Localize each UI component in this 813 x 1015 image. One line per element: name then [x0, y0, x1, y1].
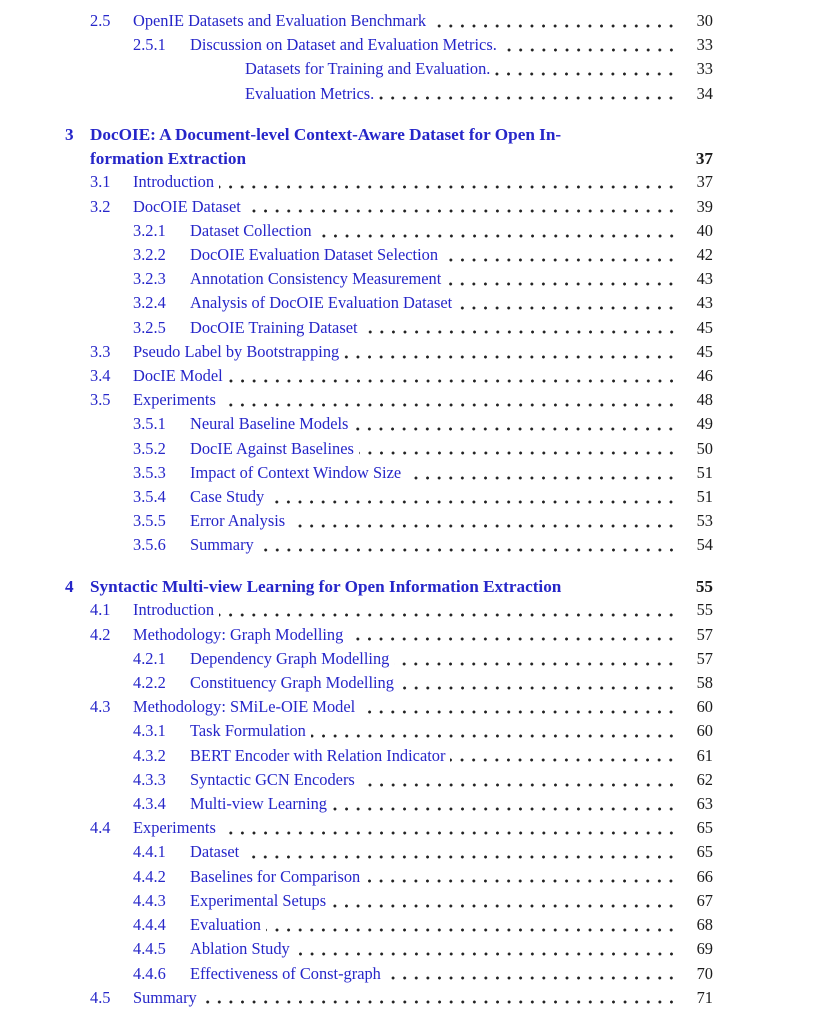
entry-page-number: 70: [696, 963, 713, 983]
entry-title: Analysis of DocOIE Evaluation Dataset: [190, 293, 453, 313]
entry-page-number: 46: [696, 366, 713, 386]
toc-entry-3.5.6[interactable]: [133, 533, 713, 557]
dot-leader: [365, 878, 677, 884]
entry-page-number: 69: [696, 939, 713, 959]
dot-leader: [219, 184, 677, 190]
toc-entry-4.4.2[interactable]: [133, 865, 713, 889]
entry-page-number: 58: [696, 673, 713, 693]
entry-number: 2.5.1: [133, 35, 166, 55]
entry-title: DocOIE Dataset: [133, 196, 241, 216]
toc-entry-4.4.6[interactable]: [133, 962, 713, 986]
entry-number: 4.4: [90, 818, 111, 838]
entry-title: Experimental Setups: [190, 890, 327, 910]
entry-number: 3.2.5: [133, 317, 166, 337]
toc-entry-4.5[interactable]: [90, 986, 713, 1010]
dot-leader: [386, 975, 677, 981]
toc-entry-2.5.1[interactable]: [133, 33, 713, 57]
entry-page-number: 60: [696, 697, 713, 717]
toc-entry-4.4[interactable]: [90, 816, 713, 840]
toc-entry-4.1[interactable]: [90, 598, 713, 622]
entry-number: 4.4.2: [133, 866, 166, 886]
entry-number: 4.4.5: [133, 939, 166, 959]
entry-page-number: 53: [696, 511, 713, 531]
dot-leader: [244, 854, 677, 860]
entry-title: Evaluation Metrics.: [245, 83, 375, 103]
entry-page-number: 50: [696, 438, 713, 458]
entry-title: Evaluation: [190, 915, 262, 935]
entry-page-number: 57: [696, 648, 713, 668]
entry-title: Discussion on Dataset and Evaluation Metrics.: [190, 35, 497, 55]
entry-number: 3.2: [90, 196, 111, 216]
entry-title: Experiments: [133, 818, 216, 838]
dot-leader: [446, 281, 677, 287]
toc-entry-4.4.4[interactable]: [133, 913, 713, 937]
entry-page-number: 40: [696, 220, 713, 240]
toc-entry-3.2.2[interactable]: [133, 243, 713, 267]
toc-entry-3[interactable]: [65, 123, 713, 171]
entry-page-number: 45: [696, 341, 713, 361]
entry-number: 4.3.3: [133, 769, 166, 789]
entry-page-number: 37: [696, 172, 713, 192]
toc-entry-3.2.1[interactable]: [133, 219, 713, 243]
entry-title: Constituency Graph Modelling: [190, 673, 394, 693]
dot-leader: [360, 782, 677, 788]
toc-entry-3.5.3[interactable]: [133, 461, 713, 485]
dot-leader: [359, 450, 677, 456]
toc-entry-3.3[interactable]: [90, 340, 713, 364]
entry-page-number: 61: [696, 745, 713, 765]
entry-page-number: 51: [696, 487, 713, 507]
entry-number: 4.2.2: [133, 673, 166, 693]
dot-leader: [344, 354, 677, 360]
entry-title: Dataset Collection: [190, 220, 312, 240]
entry-number: 4.4.4: [133, 915, 166, 935]
entry-number: 4.3.4: [133, 794, 166, 814]
toc-entry-3.2.5[interactable]: [133, 316, 713, 340]
toc-entry-4.3.4[interactable]: [133, 792, 713, 816]
entry-title: Introduction: [133, 600, 215, 620]
dot-leader: [219, 612, 677, 618]
entry-number: 3.2.3: [133, 269, 166, 289]
dot-leader: [295, 951, 677, 957]
entry-title: Datasets for Training and Evaluation.: [245, 59, 491, 79]
entry-page-number: 37: [695, 148, 713, 168]
entry-number: 4.4.3: [133, 890, 166, 910]
entry-number: 4: [65, 576, 74, 596]
entry-page-number: 68: [696, 915, 713, 935]
dot-leader: [394, 661, 677, 667]
toc-entry-3.2.3[interactable]: [133, 267, 713, 291]
toc-entry[interactable]: [245, 82, 713, 106]
entry-number: 3.5.3: [133, 462, 166, 482]
entry-number: 4.4.1: [133, 842, 166, 862]
entry-page-number: 51: [696, 462, 713, 482]
dot-leader: [457, 305, 677, 311]
entry-number: 4.1: [90, 600, 111, 620]
toc-entry-4.3.3[interactable]: [133, 768, 713, 792]
entry-number: 3.3: [90, 341, 111, 361]
entry-page-number: 49: [696, 414, 713, 434]
dot-leader: [363, 329, 677, 335]
dot-leader: [443, 257, 677, 263]
entry-page-number: 65: [696, 842, 713, 862]
entry-number: 4.2.1: [133, 648, 166, 668]
entry-page-number: 60: [696, 721, 713, 741]
entry-page-number: 30: [696, 11, 713, 30]
entry-page-number: 65: [696, 818, 713, 838]
entry-page-number: 55: [695, 576, 713, 596]
entry-number: 3.5.4: [133, 487, 166, 507]
entry-number: 3.5.1: [133, 414, 166, 434]
toc-entry-3.1[interactable]: [90, 170, 713, 194]
dot-leader: [399, 685, 677, 691]
entry-page-number: 63: [696, 794, 713, 814]
entry-title: Ablation Study: [190, 939, 290, 959]
entry-title: Introduction: [133, 172, 215, 192]
toc-entry-3.4[interactable]: [90, 364, 713, 388]
dot-leader: [290, 523, 677, 529]
entry-title: Dataset: [190, 842, 240, 862]
entry-number: 3.2.4: [133, 293, 166, 313]
toc-entry-2.5[interactable]: [90, 9, 713, 33]
entry-number: 3.4: [90, 366, 111, 386]
toc-entry-4[interactable]: [65, 575, 713, 599]
entry-title: DocOIE: A Document-level Context-Aware Dataset for Open In- formation Extraction: [90, 124, 562, 168]
dot-leader: [202, 999, 677, 1005]
dot-leader: [266, 927, 677, 933]
entry-title: Baselines for Comparison: [190, 866, 361, 886]
entry-title: Task Formulation: [190, 721, 306, 741]
entry-number: 3.1: [90, 172, 111, 192]
entry-number: 3: [65, 124, 74, 144]
entry-title: BERT Encoder with Relation Indicator: [190, 745, 446, 765]
entry-title: Experiments: [133, 390, 216, 410]
dot-leader: [221, 402, 677, 408]
entry-title: DocOIE Training Dataset: [190, 317, 358, 337]
entry-number: 2.5: [90, 11, 111, 30]
entry-page-number: 57: [696, 624, 713, 644]
entry-page-number: 67: [696, 890, 713, 910]
entry-title: DocOIE Evaluation Dataset Selection: [190, 245, 439, 265]
dot-leader: [317, 233, 677, 239]
entry-number: 3.2.1: [133, 220, 166, 240]
entry-title: Methodology: Graph Modelling: [133, 624, 344, 644]
entry-title: Summary: [133, 987, 197, 1007]
entry-title: Impact of Context Window Size: [190, 462, 402, 482]
entry-number: 4.2: [90, 624, 111, 644]
dot-leader: [406, 475, 677, 481]
dot-leader: [495, 71, 677, 77]
dot-leader: [269, 499, 677, 505]
toc-entry-3.2[interactable]: [90, 195, 713, 219]
entry-page-number: 34: [696, 83, 713, 103]
entry-number: 4.4.6: [133, 963, 166, 983]
entry-number: 3.5.2: [133, 438, 166, 458]
entry-title: Syntactic Multi-view Learning for Open Information Extraction: [90, 576, 562, 596]
entry-page-number: 33: [696, 35, 713, 55]
entry-page-number: 33: [696, 59, 713, 79]
entry-title: Summary: [190, 535, 254, 555]
entry-title: Methodology: SMiLe-OIE Model: [133, 697, 356, 717]
toc-entry-4.3[interactable]: [90, 695, 713, 719]
entry-page-number: 54: [696, 535, 713, 555]
entry-number: 3.5.6: [133, 535, 166, 555]
toc-entry-4.3.1[interactable]: [133, 719, 713, 743]
dot-leader: [348, 636, 677, 642]
entry-title: OpenIE Datasets and Evaluation Benchmark: [133, 11, 427, 30]
entry-number: 4.3: [90, 697, 111, 717]
toc-entry-4.4.5[interactable]: [133, 937, 713, 961]
entry-number: 4.3.2: [133, 745, 166, 765]
toc-entry-4.4.3[interactable]: [133, 889, 713, 913]
dot-leader: [379, 95, 677, 101]
toc-entry-3.5[interactable]: [90, 388, 713, 412]
toc-entry-4.4.1[interactable]: [133, 840, 713, 864]
entry-page-number: 66: [696, 866, 713, 886]
entry-page-number: 55: [696, 600, 713, 620]
toc-entry-3.5.5[interactable]: [133, 509, 713, 533]
entry-page-number: 42: [696, 245, 713, 265]
entry-page-number: 71: [696, 987, 713, 1007]
entry-number: 4.3.1: [133, 721, 166, 741]
toc-entry[interactable]: [245, 57, 713, 81]
dot-leader: [331, 903, 677, 909]
entry-page-number: 62: [696, 769, 713, 789]
toc-entry-3.5.2[interactable]: [133, 437, 713, 461]
entry-page-number: 39: [696, 196, 713, 216]
entry-title: Neural Baseline Models: [190, 414, 349, 434]
dot-leader: [360, 709, 677, 715]
toc-entry-4.2.2[interactable]: [133, 671, 713, 695]
entry-title: DocIE Model: [133, 366, 223, 386]
entry-number: 3.2.2: [133, 245, 166, 265]
entry-title: Multi-view Learning: [190, 794, 328, 814]
entry-page-number: 43: [696, 293, 713, 313]
dot-leader: [450, 757, 677, 763]
entry-title: Syntactic GCN Encoders: [190, 769, 355, 789]
toc-entry-3.5.4[interactable]: [133, 485, 713, 509]
toc-entry-4.2[interactable]: [90, 623, 713, 647]
dot-leader: [502, 47, 677, 53]
dot-leader: [311, 733, 677, 739]
entry-page-number: 45: [696, 317, 713, 337]
dot-leader: [228, 378, 677, 384]
dot-leader: [353, 426, 677, 432]
entry-title: DocIE Against Baselines: [190, 438, 354, 458]
toc-entry-3.5.1[interactable]: [133, 412, 713, 436]
dot-leader: [246, 208, 677, 214]
entry-title: Effectiveness of Const-graph: [190, 963, 381, 983]
entry-title: Case Study: [190, 487, 265, 507]
toc-entry-4.3.2[interactable]: [133, 744, 713, 768]
entry-page-number: 48: [696, 390, 713, 410]
entry-title: Error Analysis: [190, 511, 286, 531]
entry-title: Dependency Graph Modelling: [190, 648, 390, 668]
dot-leader: [332, 806, 677, 812]
entry-page-number: 43: [696, 269, 713, 289]
entry-number: 3.5.5: [133, 511, 166, 531]
dot-leader: [259, 547, 677, 553]
entry-title: Annotation Consistency Measurement: [190, 269, 442, 289]
entry-title: Pseudo Label by Bootstrapping: [133, 341, 340, 361]
entry-number: 4.5: [90, 987, 111, 1007]
dot-leader: [431, 23, 677, 29]
entry-number: 3.5: [90, 390, 111, 410]
dot-leader: [221, 830, 677, 836]
toc-entry-3.2.4[interactable]: [133, 291, 713, 315]
toc-entry-4.2.1[interactable]: [133, 647, 713, 671]
